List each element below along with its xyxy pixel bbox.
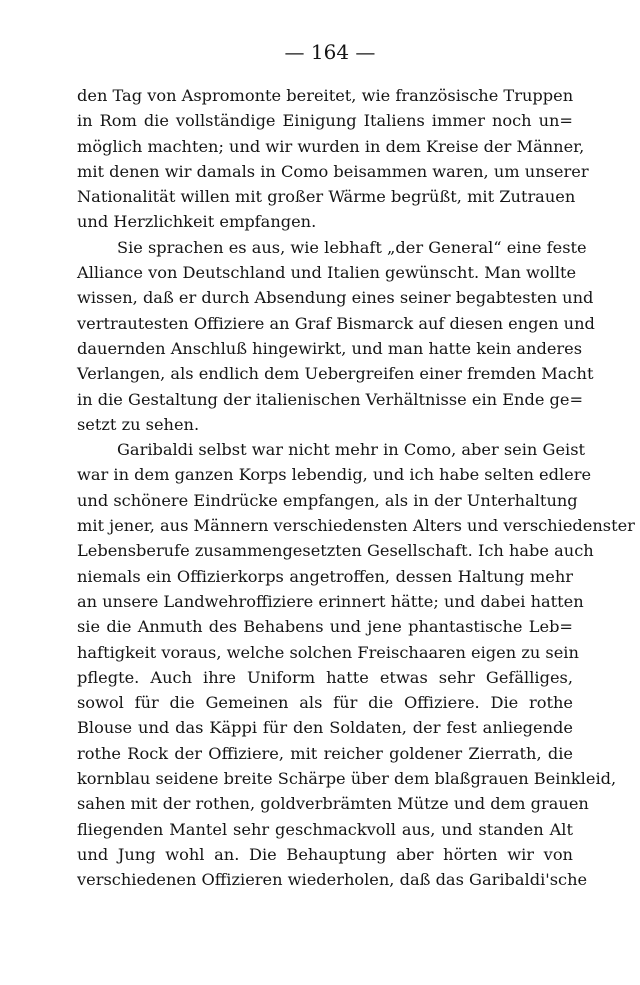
text-line: pflegte. Auch ihre Uniform hatte etwas sehr Gefälliges, bbox=[77, 667, 573, 687]
text-line: möglich machten; und wir wurden in dem Kreise der Männer, bbox=[77, 136, 585, 156]
text-line: und schönere Eindrücke empfangen, als in der Unterhaltung bbox=[77, 490, 578, 510]
text-line: Nationalität willen mit großer Wärme begrüßt, mit Zutrauen bbox=[77, 187, 576, 207]
text-line: verschiedenen Offizieren wiederholen, daß das Garibaldi'sche bbox=[77, 870, 588, 890]
paragraph bbox=[77, 235, 595, 437]
text-line: Sie sprachen es aus, wie lebhaft „der General“ eine feste bbox=[117, 237, 587, 257]
text-line: mit denen wir damals in Como beisammen waren, um unserer bbox=[77, 161, 589, 181]
text-line: in Rom die vollständige Einigung Italiens immer noch un= bbox=[77, 111, 573, 131]
paragraph bbox=[77, 83, 589, 235]
text-line: sahen mit der rothen, goldverbrämten Mütze und dem grauen bbox=[77, 794, 589, 814]
body-text bbox=[77, 83, 635, 893]
text-line: Blouse und das Käppi für den Soldaten, der fest anliegende bbox=[77, 718, 573, 738]
text-line: mit jener, aus Männern verschiedensten Alters und verschiedenster bbox=[77, 516, 635, 536]
text-line: und Jung wohl an. Die Behauptung aber hörten wir von bbox=[77, 844, 573, 864]
text-line: fliegenden Mantel sehr geschmackvoll aus, und standen Alt bbox=[77, 819, 573, 839]
text-line: vertrautesten Offiziere an Graf Bismarck auf diesen engen und bbox=[77, 313, 595, 333]
text-line: den Tag von Aspromonte bereitet, wie französische Truppen bbox=[77, 86, 574, 105]
text-line: kornblau seidene breite Schärpe über dem blaßgrauen Beinkleid, bbox=[77, 769, 617, 789]
page-number: — 164 — bbox=[284, 40, 376, 64]
text-line: niemals ein Offizierkorps angetroffen, dessen Haltung mehr bbox=[77, 566, 573, 586]
text-line: an unsere Landwehroffiziere erinnert hätte; und dabei hatten bbox=[77, 591, 584, 611]
text-line: haftigkeit voraus, welche solchen Freischaaren eigen zu sein bbox=[77, 642, 579, 662]
paragraph bbox=[77, 437, 635, 892]
text-line: setzt zu sehen. bbox=[77, 414, 200, 434]
text-line: in die Gestaltung der italienischen Verhältnisse ein Ende ge= bbox=[77, 389, 584, 409]
text-line: wissen, daß er durch Absendung eines seiner begabtesten und bbox=[77, 288, 594, 308]
text-line: Garibaldi selbst war nicht mehr in Como, aber sein Geist bbox=[117, 440, 586, 460]
text-line: dauernden Anschluß hingewirkt, und man hatte kein anderes bbox=[77, 338, 583, 358]
text-line: rothe Rock der Offiziere, mit reicher goldener Zierrath, die bbox=[77, 743, 573, 763]
text-line: und Herzlichkeit empfangen. bbox=[77, 212, 317, 232]
text-line: Verlangen, als endlich dem Uebergreifen einer fremden Macht bbox=[77, 364, 594, 384]
text-line: war in dem ganzen Korps lebendig, und ich habe selten edlere bbox=[77, 465, 592, 485]
text-line: sowol für die Gemeinen als für die Offiziere. Die rothe bbox=[77, 693, 573, 713]
text-line: Alliance von Deutschland und Italien gewünscht. Man wollte bbox=[77, 263, 577, 283]
text-line: Lebensberufe zusammengesetzten Gesellschaft. Ich habe auch bbox=[77, 541, 594, 561]
text-line: sie die Anmuth des Behabens und jene phantastische Leb= bbox=[77, 617, 573, 637]
